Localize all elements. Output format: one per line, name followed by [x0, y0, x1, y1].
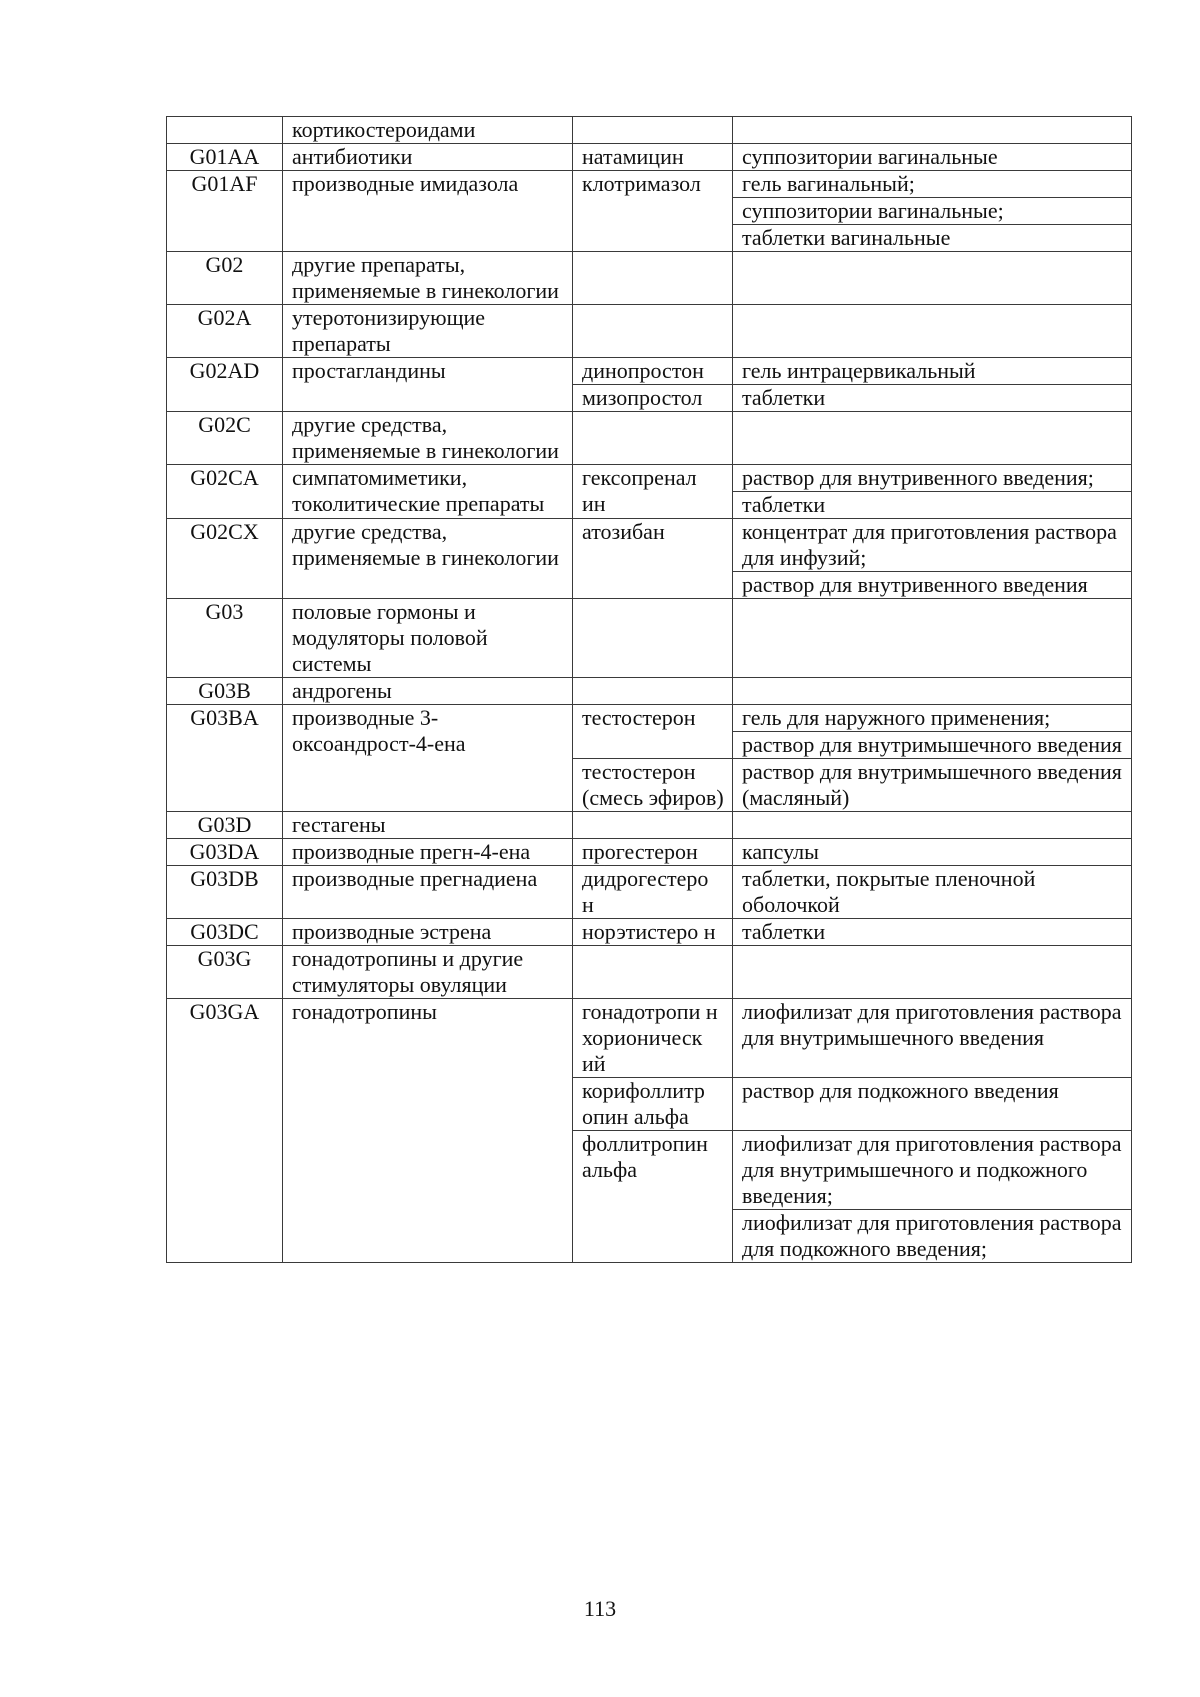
- dosage-forms-cell: [733, 999, 1132, 1078]
- dosage-form-item: суппозитории вагинальные: [742, 144, 998, 169]
- table-row: [167, 946, 1132, 999]
- drug-name-cell: [573, 117, 733, 144]
- atc-code-cell: G03GA: [167, 999, 283, 1263]
- group-name-cell: производные имидазола: [283, 171, 573, 252]
- atc-code-cell: G03DC: [167, 919, 283, 946]
- dosage-form-item: таблетки: [742, 919, 826, 944]
- table-row: [167, 412, 1132, 465]
- dosage-form-item: раствор для внутривенного введения;: [742, 465, 1094, 490]
- dosage-form-item: гель вагинальный;: [742, 171, 915, 196]
- atc-code-cell: G02: [167, 252, 283, 305]
- dosage-forms-cell: [733, 171, 1132, 252]
- group-name-cell: гестагены: [283, 812, 573, 839]
- dosage-forms-cell: [733, 919, 1132, 946]
- dosage-forms-cell: [733, 866, 1132, 919]
- drug-name-cell: [573, 678, 733, 705]
- atc-code-cell: [167, 117, 283, 144]
- drug-name-cell: корифоллитр опин альфа: [573, 1078, 733, 1131]
- atc-code-cell: G02CX: [167, 519, 283, 599]
- dosage-form-item: лиофилизат для приготовления раствора для подкожного введения;: [733, 1209, 1131, 1262]
- dosage-forms-cell: [733, 839, 1132, 866]
- atc-code-cell: G01AA: [167, 144, 283, 171]
- table-row: [167, 252, 1132, 305]
- group-name-cell: другие средства, применяемые в гинекологии: [283, 412, 573, 465]
- dosage-form-item: раствор для внутривенного введения: [733, 571, 1131, 598]
- dosage-form-item: [733, 678, 1131, 704]
- dosage-forms-cell: [733, 144, 1132, 171]
- group-name-cell: другие препараты, применяемые в гинекологии: [283, 252, 573, 305]
- table-row: [167, 358, 1132, 385]
- atc-code-cell: G01AF: [167, 171, 283, 252]
- drug-name-cell: гексопренал ин: [573, 465, 733, 519]
- drug-name-cell: гонадотропи н хорионическ ий: [573, 999, 733, 1078]
- group-name-cell: простагландины: [283, 358, 573, 412]
- atc-code-cell: G02AD: [167, 358, 283, 412]
- dosage-forms-cell: [733, 812, 1132, 839]
- dosage-form-item: [733, 305, 1131, 331]
- dosage-forms-cell: [733, 252, 1132, 305]
- table-body: [167, 117, 1132, 1263]
- table-row: [167, 812, 1132, 839]
- dosage-form-item: [733, 599, 1131, 625]
- dosage-forms-cell: [733, 465, 1132, 519]
- drug-name-cell: динопростон: [573, 358, 733, 385]
- atc-code-cell: G03: [167, 599, 283, 678]
- table-row: [167, 999, 1132, 1078]
- drug-name-cell: [573, 599, 733, 678]
- drug-name-cell: натамицин: [573, 144, 733, 171]
- atc-code-cell: G03BA: [167, 705, 283, 812]
- dosage-forms-cell: [733, 705, 1132, 759]
- table-row: [167, 839, 1132, 866]
- drug-name-cell: фоллитропин альфа: [573, 1131, 733, 1263]
- group-name-cell: гонадотропины: [283, 999, 573, 1263]
- dosage-form-item: [733, 412, 1131, 438]
- dosage-form-item: гель интрацервикальный: [742, 358, 976, 383]
- table-row: [167, 305, 1132, 358]
- dosage-form-item: лиофилизат для приготовления раствора для внутримышечного и подкожного введения;: [742, 1131, 1122, 1208]
- dosage-form-item: гель для наружного применения;: [742, 705, 1051, 730]
- dosage-form-item: концентрат для приготовления раствора для инфузий;: [742, 519, 1117, 570]
- drug-name-cell: атозибан: [573, 519, 733, 599]
- table-row: [167, 519, 1132, 599]
- atc-code-cell: G03G: [167, 946, 283, 999]
- table-row: [167, 678, 1132, 705]
- drug-name-cell: тестостерон (смесь эфиров): [573, 759, 733, 812]
- dosage-form-item: [733, 812, 1131, 838]
- dosage-form-item: таблетки: [733, 491, 1131, 518]
- group-name-cell: утеротонизирующие препараты: [283, 305, 573, 358]
- atc-code-cell: G02CA: [167, 465, 283, 519]
- group-name-cell: производные эстрена: [283, 919, 573, 946]
- table-row: [167, 117, 1132, 144]
- table-row: [167, 866, 1132, 919]
- drug-name-cell: норэтистеро н: [573, 919, 733, 946]
- dosage-form-item: раствор для внутримышечного введения: [733, 731, 1131, 758]
- dosage-forms-cell: [733, 305, 1132, 358]
- atc-code-cell: G03DB: [167, 866, 283, 919]
- dosage-forms-cell: [733, 678, 1132, 705]
- drug-name-cell: [573, 812, 733, 839]
- dosage-form-item: таблетки вагинальные: [733, 224, 1131, 251]
- dosage-form-item: таблетки: [742, 385, 826, 410]
- dosage-forms-cell: [733, 946, 1132, 999]
- group-name-cell: симпатомиметики, токолитические препараты: [283, 465, 573, 519]
- table-row: [167, 705, 1132, 759]
- group-name-cell: кортикостероидами: [283, 117, 573, 144]
- dosage-form-item: лиофилизат для приготовления раствора для внутримышечного введения: [742, 999, 1122, 1050]
- atc-code-cell: G02A: [167, 305, 283, 358]
- table-row: [167, 919, 1132, 946]
- dosage-form-item: [733, 946, 1131, 972]
- dosage-forms-cell: [733, 1131, 1132, 1263]
- table-row: [167, 599, 1132, 678]
- dosage-forms-cell: [733, 519, 1132, 599]
- page-number: 113: [583, 1596, 617, 1621]
- group-name-cell: андрогены: [283, 678, 573, 705]
- table-row: [167, 144, 1132, 171]
- atc-table: [166, 116, 1131, 1263]
- atc-code-cell: G02C: [167, 412, 283, 465]
- dosage-forms-cell: [733, 599, 1132, 678]
- dosage-form-item: [733, 252, 1131, 278]
- dosage-forms-cell: [733, 385, 1132, 412]
- group-name-cell: антибиотики: [283, 144, 573, 171]
- atc-classification-table: [166, 116, 1132, 1263]
- dosage-forms-cell: [733, 759, 1132, 812]
- drug-name-cell: мизопростол: [573, 385, 733, 412]
- table-row: [167, 171, 1132, 252]
- group-name-cell: другие средства, применяемые в гинекологии: [283, 519, 573, 599]
- dosage-form-item: капсулы: [742, 839, 819, 864]
- atc-code-cell: G03D: [167, 812, 283, 839]
- drug-name-cell: клотримазол: [573, 171, 733, 252]
- atc-code-cell: G03B: [167, 678, 283, 705]
- drug-name-cell: дидрогестеро н: [573, 866, 733, 919]
- dosage-form-item: раствор для внутримышечного введения (масляный): [742, 759, 1122, 810]
- drug-name-cell: [573, 946, 733, 999]
- drug-name-cell: [573, 252, 733, 305]
- group-name-cell: производные прегн-4-ена: [283, 839, 573, 866]
- drug-name-cell: [573, 305, 733, 358]
- dosage-forms-cell: [733, 117, 1132, 144]
- dosage-form-item: раствор для подкожного введения: [742, 1078, 1059, 1103]
- drug-name-cell: [573, 412, 733, 465]
- group-name-cell: производные 3-оксоандрост-4-ена: [283, 705, 573, 812]
- dosage-forms-cell: [733, 412, 1132, 465]
- dosage-forms-cell: [733, 358, 1132, 385]
- group-name-cell: гонадотропины и другие стимуляторы овуляции: [283, 946, 573, 999]
- table-row: [167, 465, 1132, 519]
- drug-name-cell: тестостерон: [573, 705, 733, 759]
- group-name-cell: производные прегнадиена: [283, 866, 573, 919]
- atc-code-cell: G03DA: [167, 839, 283, 866]
- drug-name-cell: прогестерон: [573, 839, 733, 866]
- group-name-cell: половые гормоны и модуляторы половой системы: [283, 599, 573, 678]
- dosage-forms-cell: [733, 1078, 1132, 1131]
- dosage-form-item: таблетки, покрытые пленочной оболочкой: [742, 866, 1036, 917]
- dosage-form-item: суппозитории вагинальные;: [733, 197, 1131, 224]
- dosage-form-item: [733, 117, 1131, 143]
